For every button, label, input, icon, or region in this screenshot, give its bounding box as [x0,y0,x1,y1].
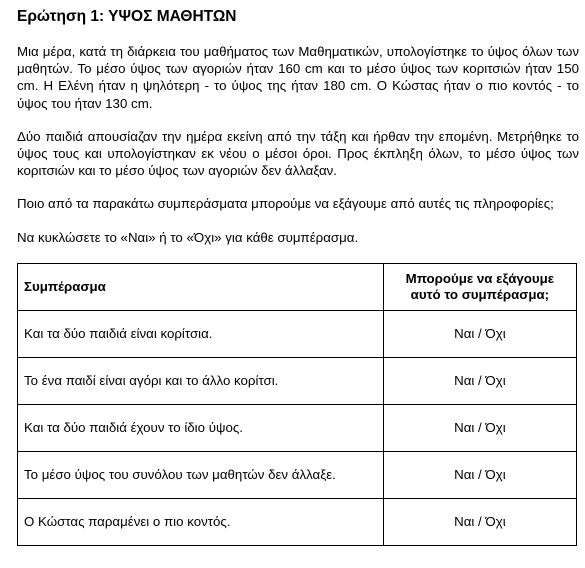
absent-students-paragraph: Δύο παιδιά απουσίαζαν την ημέρα εκείνη από την τάξη και ήρθαν την επομένη. Μετρήθηκε το ύψος τους και υπολογίστηκαν εκ νέου ο μέσοι όροι. Προς έκπληξη όλων, το μέσο ύψος των κοριτσιών και το μέσο ύψος των αγοριών δεν άλλαξαν. [17,128,579,179]
table-row [18,404,577,451]
table-row [18,310,577,357]
question-title: Ερώτηση 1: ΥΨΟΣ ΜΑΘΗΤΩΝ [17,8,237,25]
table-row [18,498,577,545]
header-conclusion: Συμπέρασμα [18,263,384,310]
table-row [18,357,577,404]
conclusion-statement: Το μέσο ύψος του συνόλου των μαθητών δεν άλλαξε. [18,451,384,498]
conclusions-table [17,263,577,546]
header-can-conclude: Μπορούμε να εξάγουμε αυτό το συμπέρασμα; [383,263,576,310]
conclusion-statement: Ο Κώστας παραμένει ο πιο κοντός. [18,498,384,545]
table-row [18,451,577,498]
yes-no-answer[interactable]: Ναι / Όχι [383,310,576,357]
intro-paragraph: Μια μέρα, κατά τη διάρκεια του μαθήματος των Μαθηματικών, υπολογίστηκε το ύψος όλων των μαθητών. Το μέσο ύψος των αγοριών ήταν 160 cm και το μέσο ύψος των κοριτσιών ήταν 150 cm. Η Ελένη ήταν η ψηλότερη - το ύψος της ήταν 180 cm. Ο Κώστας ήταν ο πιο κοντός - το ύψος του ήταν 130 cm. [17,44,579,111]
yes-no-answer[interactable]: Ναι / Όχι [383,404,576,451]
question-document [17,8,579,546]
conclusion-statement: Και τα δύο παιδιά έχουν το ίδιο ύψος. [18,404,384,451]
conclusion-statement: Το ένα παιδί είναι αγόρι και το άλλο κορίτσι. [18,357,384,404]
table-header-row [18,263,577,310]
yes-no-answer[interactable]: Ναι / Όχι [383,498,576,545]
conclusion-statement: Και τα δύο παιδιά είναι κορίτσια. [18,310,384,357]
yes-no-answer[interactable]: Ναι / Όχι [383,451,576,498]
instruction-text: Να κυκλώσετε το «Ναι» ή το «Όχι» για κάθε συμπέρασμα. [17,229,359,245]
yes-no-answer[interactable]: Ναι / Όχι [383,357,576,404]
question-prompt: Ποιο από τα παρακάτω συμπεράσματα μπορούμε να εξάγουμε από αυτές τις πληροφορίες; [17,196,554,212]
